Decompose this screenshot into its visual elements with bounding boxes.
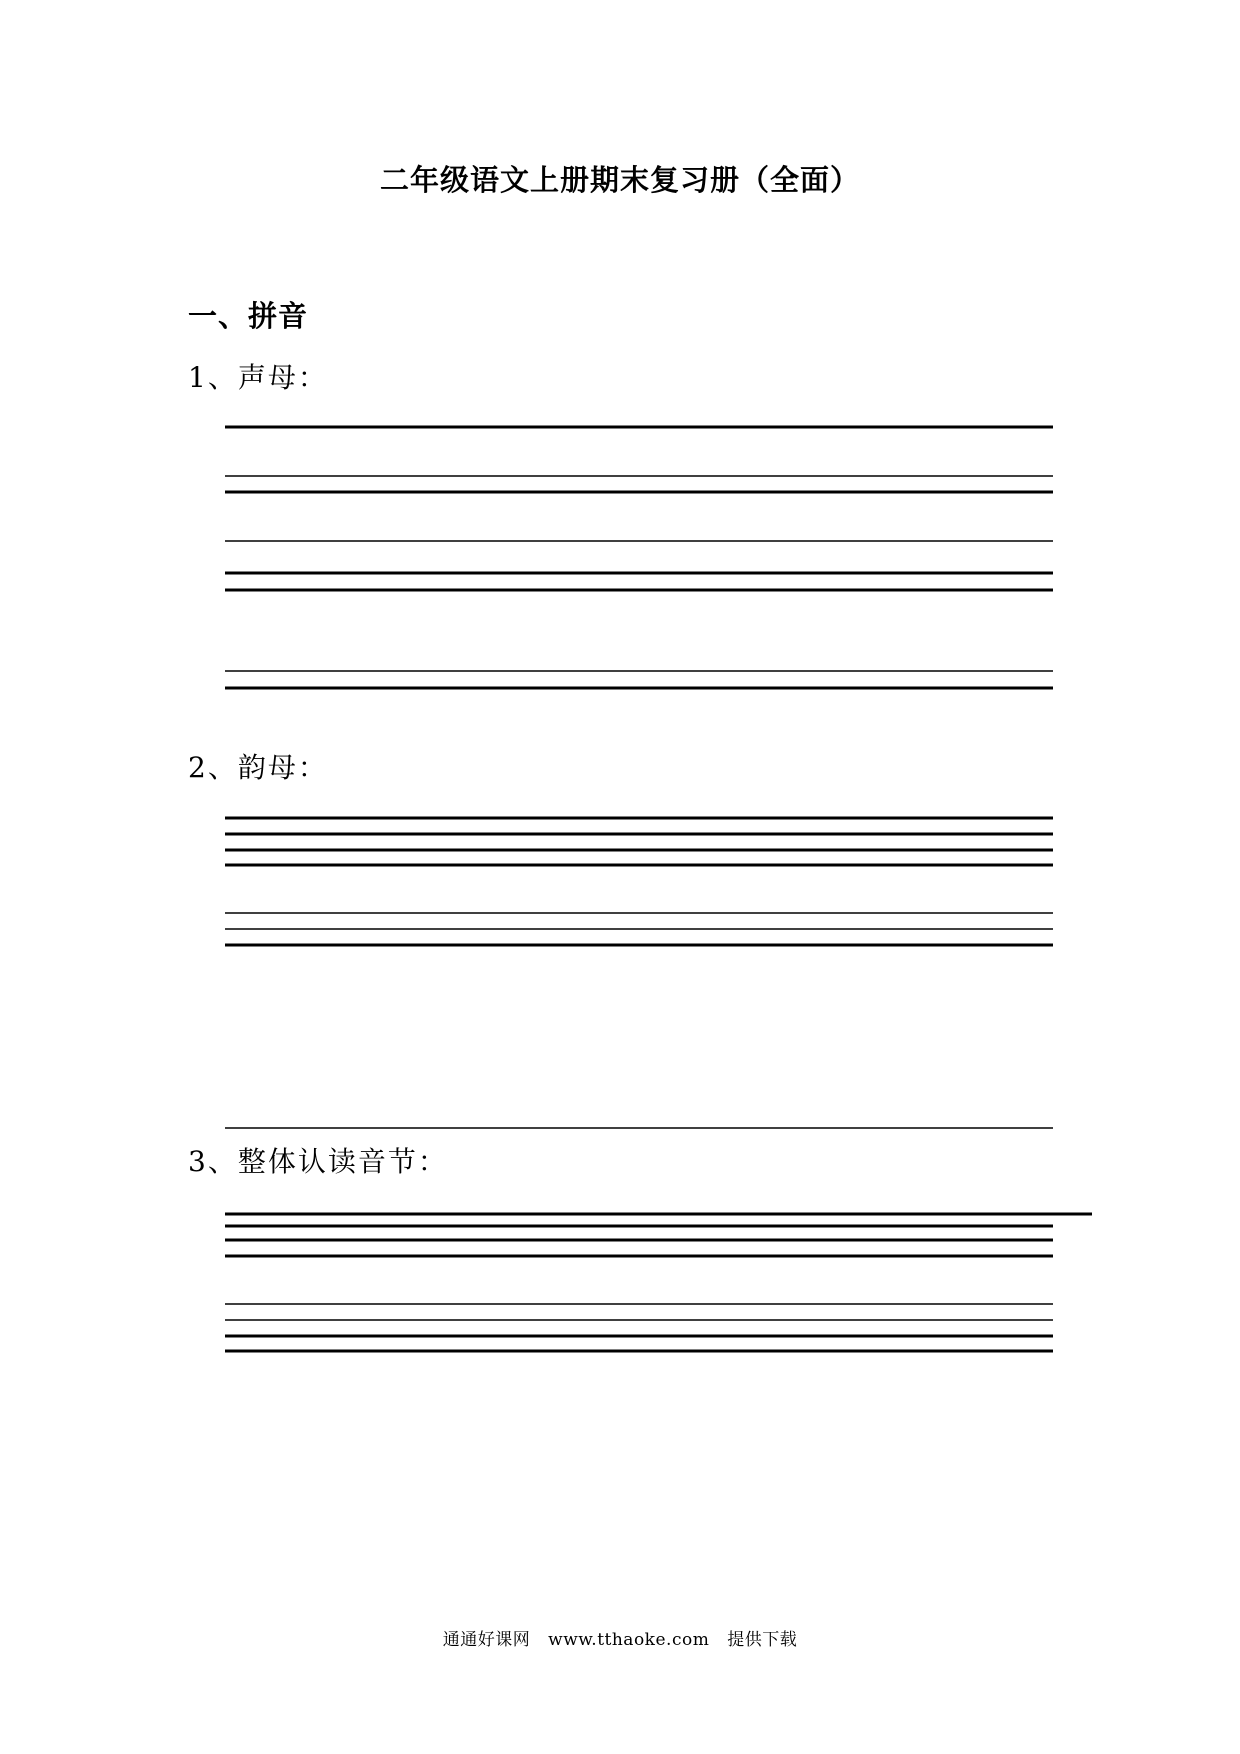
subsection-label-finals: 2、韵母： [188, 751, 328, 784]
page-title: 二年级语文上册期末复习册（全面） [379, 163, 860, 197]
footer-site-name: 通通好课网 [442, 1630, 531, 1650]
writing-lines-finals [225, 818, 1053, 1128]
footer-note: 提供下载 [727, 1630, 798, 1650]
section-heading-pinyin: 一、拼音 [188, 299, 309, 333]
writing-lines-whole-syllables [225, 1214, 1092, 1351]
writing-lines-initials [225, 427, 1053, 688]
page-footer [0, 1628, 1240, 1652]
subsection-label-initials: 1、声母： [188, 361, 328, 394]
subsection-label-whole-syllables: 3、整体认读音节： [188, 1145, 448, 1178]
footer-url[interactable]: www.tthaoke.com [548, 1630, 710, 1650]
